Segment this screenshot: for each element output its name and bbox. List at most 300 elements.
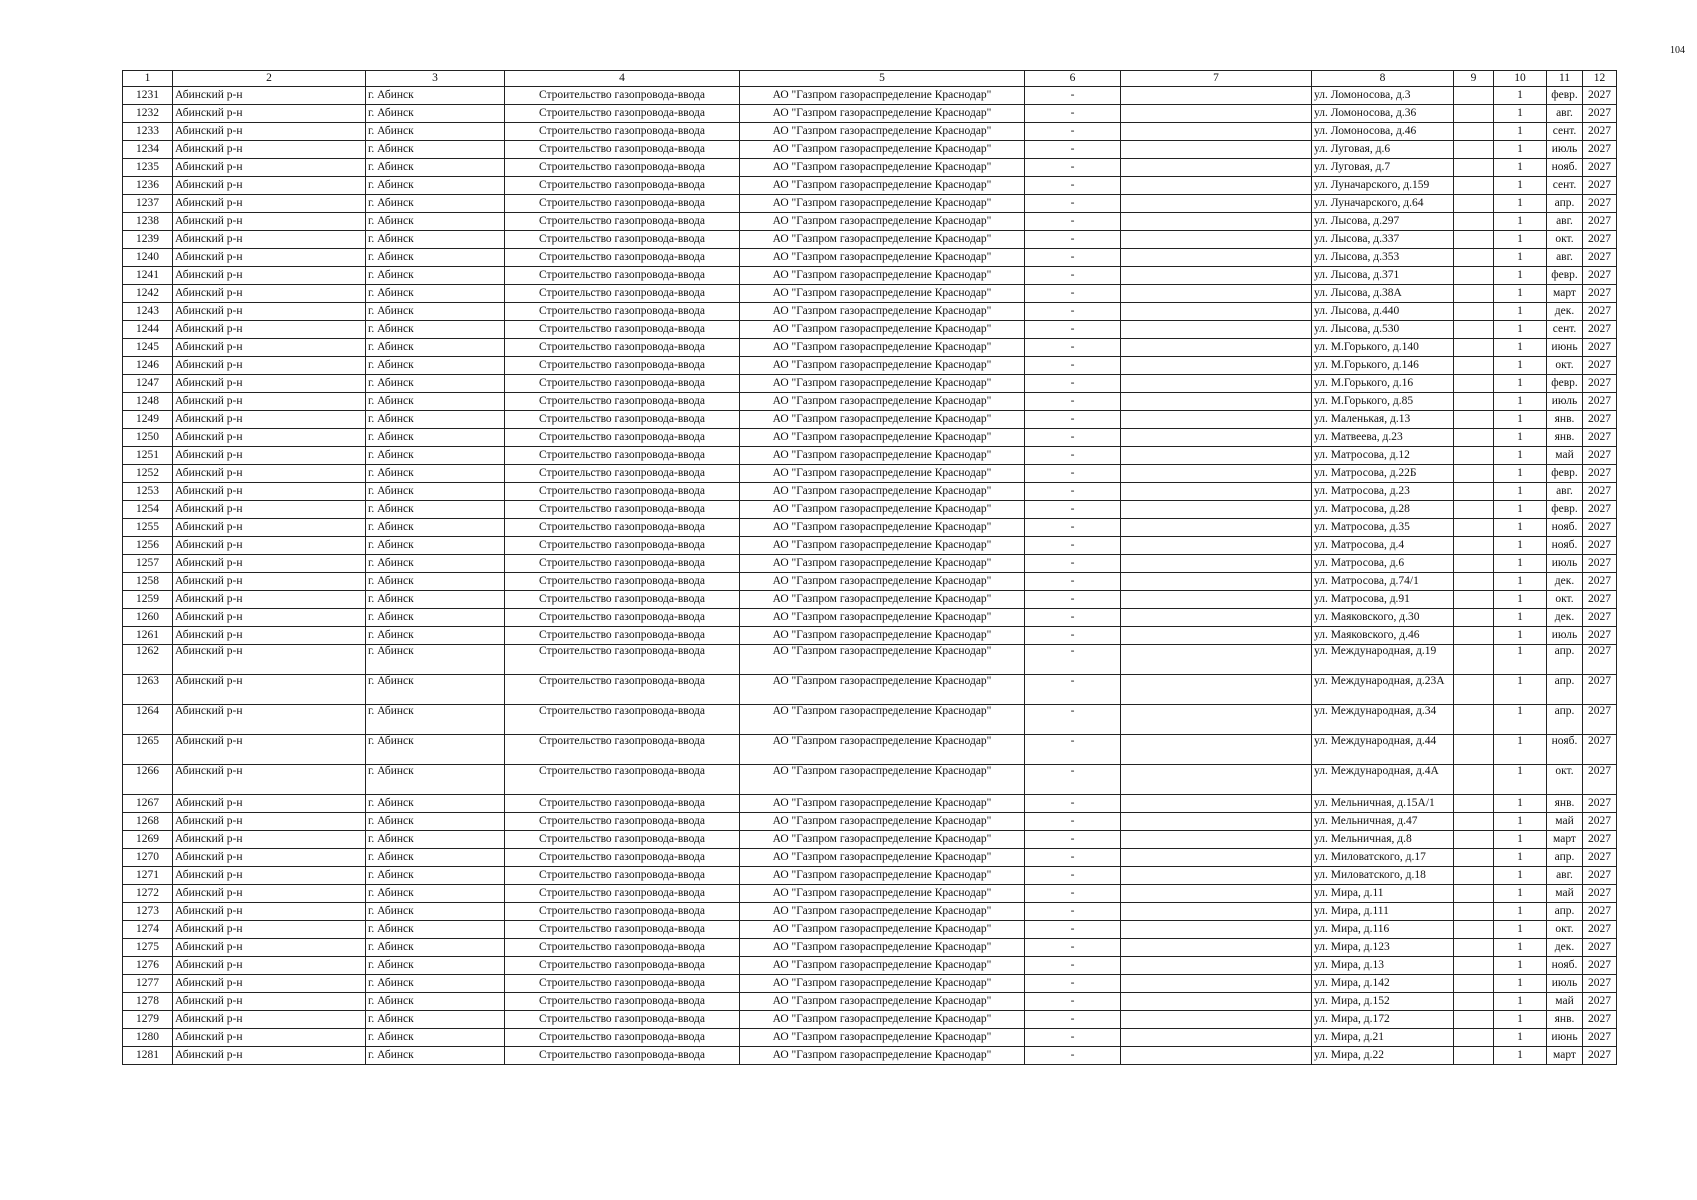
column-7-cell	[1121, 375, 1312, 393]
month-cell: нояб.	[1547, 537, 1583, 555]
table-row	[123, 429, 1617, 447]
city-cell: г. Абинск	[366, 705, 505, 735]
column-9-cell	[1454, 849, 1494, 867]
year-cell: 2027	[1583, 1011, 1617, 1029]
row-number: 1256	[123, 537, 173, 555]
row-number: 1261	[123, 627, 173, 645]
organization-cell: АО "Газпром газораспределение Краснодар"	[740, 303, 1025, 321]
organization-cell: АО "Газпром газораспределение Краснодар"	[740, 465, 1025, 483]
address-cell: ул. Матросова, д.23	[1312, 483, 1454, 501]
column-6-cell: -	[1025, 555, 1121, 573]
district-cell: Абинский р-н	[173, 285, 366, 303]
column-9-cell	[1454, 975, 1494, 993]
column-7-cell	[1121, 735, 1312, 765]
row-number: 1269	[123, 831, 173, 849]
row-number: 1233	[123, 123, 173, 141]
organization-cell: АО "Газпром газораспределение Краснодар"	[740, 957, 1025, 975]
year-cell: 2027	[1583, 975, 1617, 993]
column-header: 10	[1494, 71, 1547, 87]
year-cell: 2027	[1583, 123, 1617, 141]
city-cell: г. Абинск	[366, 645, 505, 675]
column-6-cell: -	[1025, 105, 1121, 123]
column-9-cell	[1454, 813, 1494, 831]
row-number: 1254	[123, 501, 173, 519]
quantity-cell: 1	[1494, 645, 1547, 675]
table-row	[123, 537, 1617, 555]
month-cell: апр.	[1547, 705, 1583, 735]
district-cell: Абинский р-н	[173, 957, 366, 975]
quantity-cell: 1	[1494, 429, 1547, 447]
work-type-cell: Строительство газопровода-ввода	[505, 141, 740, 159]
column-9-cell	[1454, 213, 1494, 231]
work-type-cell: Строительство газопровода-ввода	[505, 555, 740, 573]
column-6-cell: -	[1025, 141, 1121, 159]
column-9-cell	[1454, 483, 1494, 501]
city-cell: г. Абинск	[366, 249, 505, 267]
table-row	[123, 483, 1617, 501]
column-7-cell	[1121, 975, 1312, 993]
column-9-cell	[1454, 573, 1494, 591]
year-cell: 2027	[1583, 735, 1617, 765]
column-6-cell: -	[1025, 867, 1121, 885]
month-cell: март	[1547, 1047, 1583, 1065]
column-7-cell	[1121, 573, 1312, 591]
column-7-cell	[1121, 303, 1312, 321]
district-cell: Абинский р-н	[173, 555, 366, 573]
organization-cell: АО "Газпром газораспределение Краснодар"	[740, 285, 1025, 303]
work-type-cell: Строительство газопровода-ввода	[505, 765, 740, 795]
district-cell: Абинский р-н	[173, 705, 366, 735]
column-9-cell	[1454, 1047, 1494, 1065]
month-cell: май	[1547, 813, 1583, 831]
district-cell: Абинский р-н	[173, 627, 366, 645]
quantity-cell: 1	[1494, 159, 1547, 177]
table-row	[123, 411, 1617, 429]
month-cell: нояб.	[1547, 957, 1583, 975]
column-header: 6	[1025, 71, 1121, 87]
table-row	[123, 249, 1617, 267]
row-number: 1266	[123, 765, 173, 795]
organization-cell: АО "Газпром газораспределение Краснодар"	[740, 249, 1025, 267]
table-row	[123, 465, 1617, 483]
organization-cell: АО "Газпром газораспределение Краснодар"	[740, 1011, 1025, 1029]
address-cell: ул. Маяковского, д.46	[1312, 627, 1454, 645]
district-cell: Абинский р-н	[173, 393, 366, 411]
address-cell: ул. Мира, д.172	[1312, 1011, 1454, 1029]
quantity-cell: 1	[1494, 177, 1547, 195]
column-6-cell: -	[1025, 465, 1121, 483]
organization-cell: АО "Газпром газораспределение Краснодар"	[740, 675, 1025, 705]
column-7-cell	[1121, 447, 1312, 465]
city-cell: г. Абинск	[366, 813, 505, 831]
row-number: 1237	[123, 195, 173, 213]
month-cell: янв.	[1547, 429, 1583, 447]
quantity-cell: 1	[1494, 411, 1547, 429]
row-number: 1257	[123, 555, 173, 573]
district-cell: Абинский р-н	[173, 249, 366, 267]
column-6-cell: -	[1025, 1047, 1121, 1065]
address-cell: ул. Мира, д.13	[1312, 957, 1454, 975]
column-6-cell: -	[1025, 123, 1121, 141]
district-cell: Абинский р-н	[173, 123, 366, 141]
address-cell: ул. Международная, д.4А	[1312, 765, 1454, 795]
table-row	[123, 591, 1617, 609]
table-row	[123, 975, 1617, 993]
month-cell: апр.	[1547, 849, 1583, 867]
table-row	[123, 87, 1617, 105]
city-cell: г. Абинск	[366, 339, 505, 357]
district-cell: Абинский р-н	[173, 411, 366, 429]
column-9-cell	[1454, 705, 1494, 735]
column-6-cell: -	[1025, 573, 1121, 591]
quantity-cell: 1	[1494, 993, 1547, 1011]
column-9-cell	[1454, 393, 1494, 411]
organization-cell: АО "Газпром газораспределение Краснодар"	[740, 519, 1025, 537]
year-cell: 2027	[1583, 645, 1617, 675]
table-row	[123, 573, 1617, 591]
work-type-cell: Строительство газопровода-ввода	[505, 231, 740, 249]
column-7-cell	[1121, 483, 1312, 501]
table-row	[123, 705, 1617, 735]
year-cell: 2027	[1583, 411, 1617, 429]
column-9-cell	[1454, 1029, 1494, 1047]
district-cell: Абинский р-н	[173, 303, 366, 321]
month-cell: сент.	[1547, 177, 1583, 195]
organization-cell: АО "Газпром газораспределение Краснодар"	[740, 411, 1025, 429]
district-cell: Абинский р-н	[173, 831, 366, 849]
organization-cell: АО "Газпром газораспределение Краснодар"	[740, 231, 1025, 249]
quantity-cell: 1	[1494, 87, 1547, 105]
column-7-cell	[1121, 393, 1312, 411]
address-cell: ул. М.Горького, д.140	[1312, 339, 1454, 357]
work-type-cell: Строительство газопровода-ввода	[505, 123, 740, 141]
city-cell: г. Абинск	[366, 627, 505, 645]
work-type-cell: Строительство газопровода-ввода	[505, 591, 740, 609]
column-9-cell	[1454, 357, 1494, 375]
row-number: 1263	[123, 675, 173, 705]
column-6-cell: -	[1025, 231, 1121, 249]
work-type-cell: Строительство газопровода-ввода	[505, 1047, 740, 1065]
organization-cell: АО "Газпром газораспределение Краснодар"	[740, 105, 1025, 123]
year-cell: 2027	[1583, 765, 1617, 795]
table-row	[123, 321, 1617, 339]
quantity-cell: 1	[1494, 867, 1547, 885]
district-cell: Абинский р-н	[173, 795, 366, 813]
district-cell: Абинский р-н	[173, 483, 366, 501]
row-number: 1253	[123, 483, 173, 501]
table-row	[123, 1047, 1617, 1065]
quantity-cell: 1	[1494, 465, 1547, 483]
district-cell: Абинский р-н	[173, 501, 366, 519]
header-row	[123, 71, 1617, 87]
row-number: 1258	[123, 573, 173, 591]
column-6-cell: -	[1025, 195, 1121, 213]
column-6-cell: -	[1025, 591, 1121, 609]
work-type-cell: Строительство газопровода-ввода	[505, 537, 740, 555]
table-row	[123, 867, 1617, 885]
column-7-cell	[1121, 141, 1312, 159]
table-row	[123, 675, 1617, 705]
column-9-cell	[1454, 993, 1494, 1011]
address-cell: ул. Мельничная, д.15А/1	[1312, 795, 1454, 813]
city-cell: г. Абинск	[366, 831, 505, 849]
column-6-cell: -	[1025, 339, 1121, 357]
year-cell: 2027	[1583, 537, 1617, 555]
month-cell: нояб.	[1547, 159, 1583, 177]
table-row	[123, 393, 1617, 411]
district-cell: Абинский р-н	[173, 921, 366, 939]
year-cell: 2027	[1583, 357, 1617, 375]
column-header: 8	[1312, 71, 1454, 87]
column-9-cell	[1454, 411, 1494, 429]
district-cell: Абинский р-н	[173, 177, 366, 195]
district-cell: Абинский р-н	[173, 321, 366, 339]
address-cell: ул. Матросова, д.74/1	[1312, 573, 1454, 591]
column-7-cell	[1121, 231, 1312, 249]
year-cell: 2027	[1583, 393, 1617, 411]
column-6-cell: -	[1025, 735, 1121, 765]
quantity-cell: 1	[1494, 123, 1547, 141]
district-cell: Абинский р-н	[173, 765, 366, 795]
column-9-cell	[1454, 885, 1494, 903]
quantity-cell: 1	[1494, 831, 1547, 849]
column-6-cell: -	[1025, 831, 1121, 849]
city-cell: г. Абинск	[366, 519, 505, 537]
organization-cell: АО "Газпром газораспределение Краснодар"	[740, 627, 1025, 645]
city-cell: г. Абинск	[366, 765, 505, 795]
month-cell: май	[1547, 885, 1583, 903]
district-cell: Абинский р-н	[173, 339, 366, 357]
table-row	[123, 159, 1617, 177]
quantity-cell: 1	[1494, 501, 1547, 519]
table-row	[123, 141, 1617, 159]
column-header: 2	[173, 71, 366, 87]
address-cell: ул. Лысова, д.337	[1312, 231, 1454, 249]
column-9-cell	[1454, 447, 1494, 465]
work-type-cell: Строительство газопровода-ввода	[505, 429, 740, 447]
column-header: 1	[123, 71, 173, 87]
row-number: 1264	[123, 705, 173, 735]
column-6-cell: -	[1025, 609, 1121, 627]
address-cell: ул. М.Горького, д.16	[1312, 375, 1454, 393]
organization-cell: АО "Газпром газораспределение Краснодар"	[740, 213, 1025, 231]
column-6-cell: -	[1025, 537, 1121, 555]
organization-cell: АО "Газпром газораспределение Краснодар"	[740, 555, 1025, 573]
year-cell: 2027	[1583, 465, 1617, 483]
row-number: 1244	[123, 321, 173, 339]
quantity-cell: 1	[1494, 249, 1547, 267]
column-7-cell	[1121, 429, 1312, 447]
column-header: 7	[1121, 71, 1312, 87]
organization-cell: АО "Газпром газораспределение Краснодар"	[740, 321, 1025, 339]
work-type-cell: Строительство газопровода-ввода	[505, 519, 740, 537]
column-9-cell	[1454, 375, 1494, 393]
work-type-cell: Строительство газопровода-ввода	[505, 339, 740, 357]
address-cell: ул. Лысова, д.353	[1312, 249, 1454, 267]
address-cell: ул. Ломоносова, д.46	[1312, 123, 1454, 141]
organization-cell: АО "Газпром газораспределение Краснодар"	[740, 357, 1025, 375]
address-cell: ул. Мира, д.22	[1312, 1047, 1454, 1065]
column-9-cell	[1454, 609, 1494, 627]
row-number: 1240	[123, 249, 173, 267]
organization-cell: АО "Газпром газораспределение Краснодар"	[740, 429, 1025, 447]
table-row	[123, 957, 1617, 975]
quantity-cell: 1	[1494, 393, 1547, 411]
column-header: 12	[1583, 71, 1617, 87]
column-7-cell	[1121, 795, 1312, 813]
row-number: 1273	[123, 903, 173, 921]
city-cell: г. Абинск	[366, 195, 505, 213]
work-type-cell: Строительство газопровода-ввода	[505, 957, 740, 975]
work-type-cell: Строительство газопровода-ввода	[505, 921, 740, 939]
city-cell: г. Абинск	[366, 447, 505, 465]
district-cell: Абинский р-н	[173, 159, 366, 177]
column-6-cell: -	[1025, 705, 1121, 735]
city-cell: г. Абинск	[366, 285, 505, 303]
year-cell: 2027	[1583, 501, 1617, 519]
table-row	[123, 765, 1617, 795]
month-cell: нояб.	[1547, 735, 1583, 765]
column-6-cell: -	[1025, 303, 1121, 321]
quantity-cell: 1	[1494, 357, 1547, 375]
column-9-cell	[1454, 321, 1494, 339]
work-type-cell: Строительство газопровода-ввода	[505, 177, 740, 195]
month-cell: июль	[1547, 627, 1583, 645]
quantity-cell: 1	[1494, 795, 1547, 813]
column-7-cell	[1121, 957, 1312, 975]
row-number: 1270	[123, 849, 173, 867]
column-6-cell: -	[1025, 321, 1121, 339]
table-row	[123, 105, 1617, 123]
district-cell: Абинский р-н	[173, 885, 366, 903]
row-number: 1280	[123, 1029, 173, 1047]
column-6-cell: -	[1025, 519, 1121, 537]
column-9-cell	[1454, 555, 1494, 573]
column-9-cell	[1454, 867, 1494, 885]
city-cell: г. Абинск	[366, 795, 505, 813]
table-row	[123, 831, 1617, 849]
month-cell: апр.	[1547, 195, 1583, 213]
quantity-cell: 1	[1494, 957, 1547, 975]
table-row	[123, 1011, 1617, 1029]
column-7-cell	[1121, 321, 1312, 339]
work-type-cell: Строительство газопровода-ввода	[505, 573, 740, 591]
table-row	[123, 903, 1617, 921]
table-row	[123, 267, 1617, 285]
row-number: 1231	[123, 87, 173, 105]
column-7-cell	[1121, 867, 1312, 885]
table-body	[123, 87, 1617, 1065]
quantity-cell: 1	[1494, 735, 1547, 765]
column-7-cell	[1121, 249, 1312, 267]
table-row	[123, 921, 1617, 939]
work-type-cell: Строительство газопровода-ввода	[505, 627, 740, 645]
year-cell: 2027	[1583, 141, 1617, 159]
column-7-cell	[1121, 501, 1312, 519]
table-row	[123, 645, 1617, 675]
column-7-cell	[1121, 849, 1312, 867]
column-9-cell	[1454, 123, 1494, 141]
quantity-cell: 1	[1494, 555, 1547, 573]
work-type-cell: Строительство газопровода-ввода	[505, 357, 740, 375]
column-6-cell: -	[1025, 903, 1121, 921]
organization-cell: АО "Газпром газораспределение Краснодар"	[740, 573, 1025, 591]
table-row	[123, 795, 1617, 813]
year-cell: 2027	[1583, 303, 1617, 321]
work-type-cell: Строительство газопровода-ввода	[505, 105, 740, 123]
quantity-cell: 1	[1494, 921, 1547, 939]
month-cell: июль	[1547, 393, 1583, 411]
year-cell: 2027	[1583, 921, 1617, 939]
data-table	[122, 70, 1617, 1065]
column-7-cell	[1121, 675, 1312, 705]
column-9-cell	[1454, 231, 1494, 249]
quantity-cell: 1	[1494, 231, 1547, 249]
city-cell: г. Абинск	[366, 501, 505, 519]
column-9-cell	[1454, 627, 1494, 645]
year-cell: 2027	[1583, 849, 1617, 867]
quantity-cell: 1	[1494, 483, 1547, 501]
column-7-cell	[1121, 285, 1312, 303]
district-cell: Абинский р-н	[173, 993, 366, 1011]
year-cell: 2027	[1583, 519, 1617, 537]
organization-cell: АО "Газпром газораспределение Краснодар"	[740, 339, 1025, 357]
column-7-cell	[1121, 705, 1312, 735]
work-type-cell: Строительство газопровода-ввода	[505, 831, 740, 849]
city-cell: г. Абинск	[366, 885, 505, 903]
column-6-cell: -	[1025, 1011, 1121, 1029]
address-cell: ул. Матросова, д.91	[1312, 591, 1454, 609]
address-cell: ул. Матросова, д.22Б	[1312, 465, 1454, 483]
organization-cell: АО "Газпром газораспределение Краснодар"	[740, 177, 1025, 195]
year-cell: 2027	[1583, 957, 1617, 975]
district-cell: Абинский р-н	[173, 573, 366, 591]
row-number: 1250	[123, 429, 173, 447]
year-cell: 2027	[1583, 249, 1617, 267]
month-cell: авг.	[1547, 483, 1583, 501]
quantity-cell: 1	[1494, 1047, 1547, 1065]
row-number: 1247	[123, 375, 173, 393]
address-cell: ул. Матросова, д.35	[1312, 519, 1454, 537]
organization-cell: АО "Газпром газораспределение Краснодар"	[740, 939, 1025, 957]
work-type-cell: Строительство газопровода-ввода	[505, 645, 740, 675]
column-6-cell: -	[1025, 375, 1121, 393]
organization-cell: АО "Газпром газораспределение Краснодар"	[740, 867, 1025, 885]
column-header: 5	[740, 71, 1025, 87]
organization-cell: АО "Газпром газораспределение Краснодар"	[740, 609, 1025, 627]
address-cell: ул. Лысова, д.371	[1312, 267, 1454, 285]
column-9-cell	[1454, 87, 1494, 105]
column-9-cell	[1454, 159, 1494, 177]
table-row	[123, 177, 1617, 195]
district-cell: Абинский р-н	[173, 87, 366, 105]
organization-cell: АО "Газпром газораспределение Краснодар"	[740, 375, 1025, 393]
column-7-cell	[1121, 1047, 1312, 1065]
row-number: 1234	[123, 141, 173, 159]
city-cell: г. Абинск	[366, 1029, 505, 1047]
city-cell: г. Абинск	[366, 393, 505, 411]
work-type-cell: Строительство газопровода-ввода	[505, 705, 740, 735]
city-cell: г. Абинск	[366, 993, 505, 1011]
quantity-cell: 1	[1494, 321, 1547, 339]
work-type-cell: Строительство газопровода-ввода	[505, 675, 740, 705]
column-6-cell: -	[1025, 249, 1121, 267]
work-type-cell: Строительство газопровода-ввода	[505, 213, 740, 231]
city-cell: г. Абинск	[366, 735, 505, 765]
address-cell: ул. Маленькая, д.13	[1312, 411, 1454, 429]
address-cell: ул. М.Горького, д.146	[1312, 357, 1454, 375]
column-6-cell: -	[1025, 675, 1121, 705]
